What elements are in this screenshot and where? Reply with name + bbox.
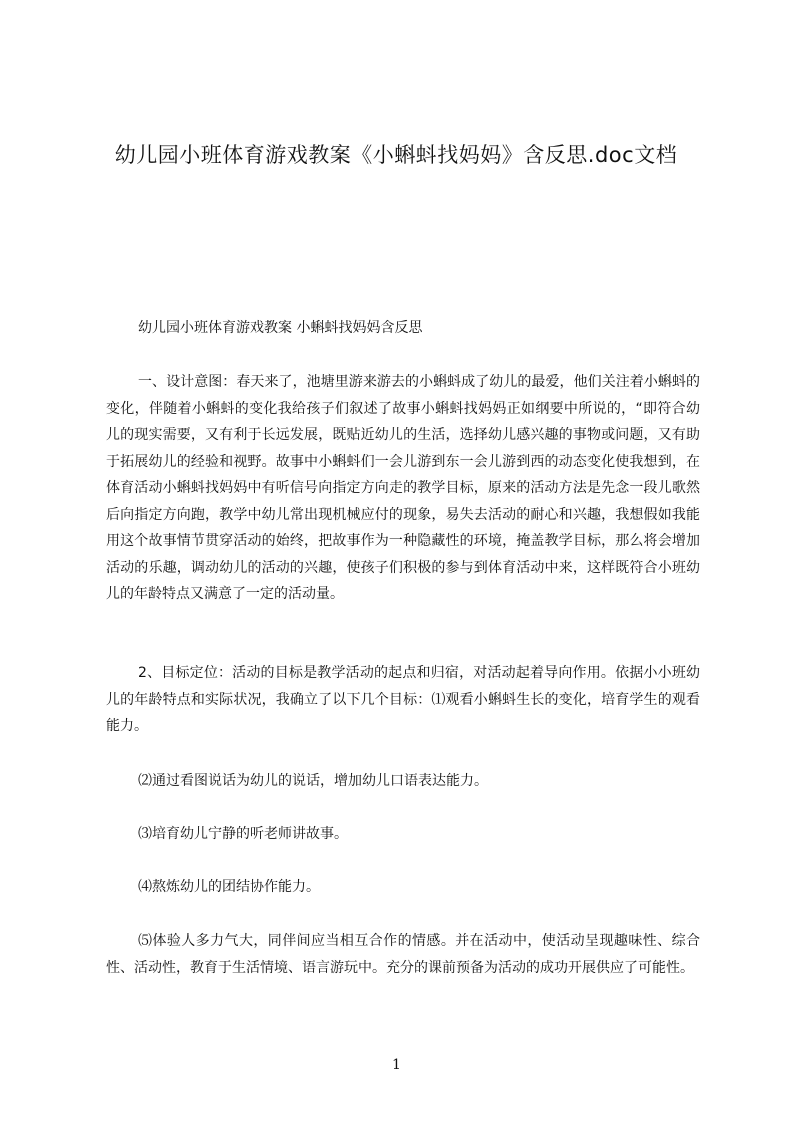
document-title: 幼儿园小班体育游戏教案《小蝌蚪找妈妈》含反思.doc文档 <box>114 143 678 167</box>
document-subtitle: 幼儿园小班体育游戏教案 小蝌蚪找妈妈含反思 <box>138 320 423 336</box>
page-number: 1 <box>392 1057 401 1073</box>
paragraph-goal-5: ⑸体验人多力气大，同伴间应当相互合作的情感。并在活动中，使活动呈现趣味性、综合性、活动性，教育于生活情境、语言游玩中。充分的课前预备为活动的成功开展供应了可能性。 <box>106 933 700 976</box>
paragraph-goal-positioning: 2、目标定位：活动的目标是教学活动的起点和归宿，对活动起着导向作用。依据小小班幼儿的年龄特点和实际状况，我确立了以下几个目标：⑴观看小蝌蚪生长的变化，培育学生的观看能力。 <box>106 665 700 734</box>
paragraph-design-intent: 一、设计意图：春天来了，池塘里游来游去的小蝌蚪成了幼儿的最爱，他们关注着小蝌蚪的变化，伴随着小蝌蚪的变化我给孩子们叙述了故事小蝌蚪找妈妈正如纲要中所说的，“即符合幼儿的现实需要，又有利于长远发展，既贴近幼儿的生活，选择幼儿感兴趣的事物或问题，又有助于拓展幼儿的经验和视野。故事中小蝌蚪们一会儿游到东一会儿游到西的动态变化使我想到，在体育活动小蝌蚪找妈妈中有听信号向指定方向走的教学目标，原来的活动方法是先念一段儿歌然后向指定方向跑，教学中幼儿常出现机械应付的现象，易失去活动的耐心和兴趣，我想假如我能用这个故事情节贯穿活动的始终，把故事作为一种隐藏性的环境，掩盖教学目标，那么将会增加活动的乐趣，调动幼儿的活动的兴趣，使孩子们积极的参与到体育活动中来，这样既符合小班幼儿的年龄特点又满意了一定的活动量。 <box>106 374 700 602</box>
paragraph-goal-4: ⑷熬炼幼儿的团结协作能力。 <box>138 879 320 895</box>
paragraph-goal-2: ⑵通过看图说话为幼儿的说话，增加幼儿口语表达能力。 <box>138 773 488 789</box>
paragraph-goal-3: ⑶培育幼儿宁静的听老师讲故事。 <box>138 826 348 842</box>
